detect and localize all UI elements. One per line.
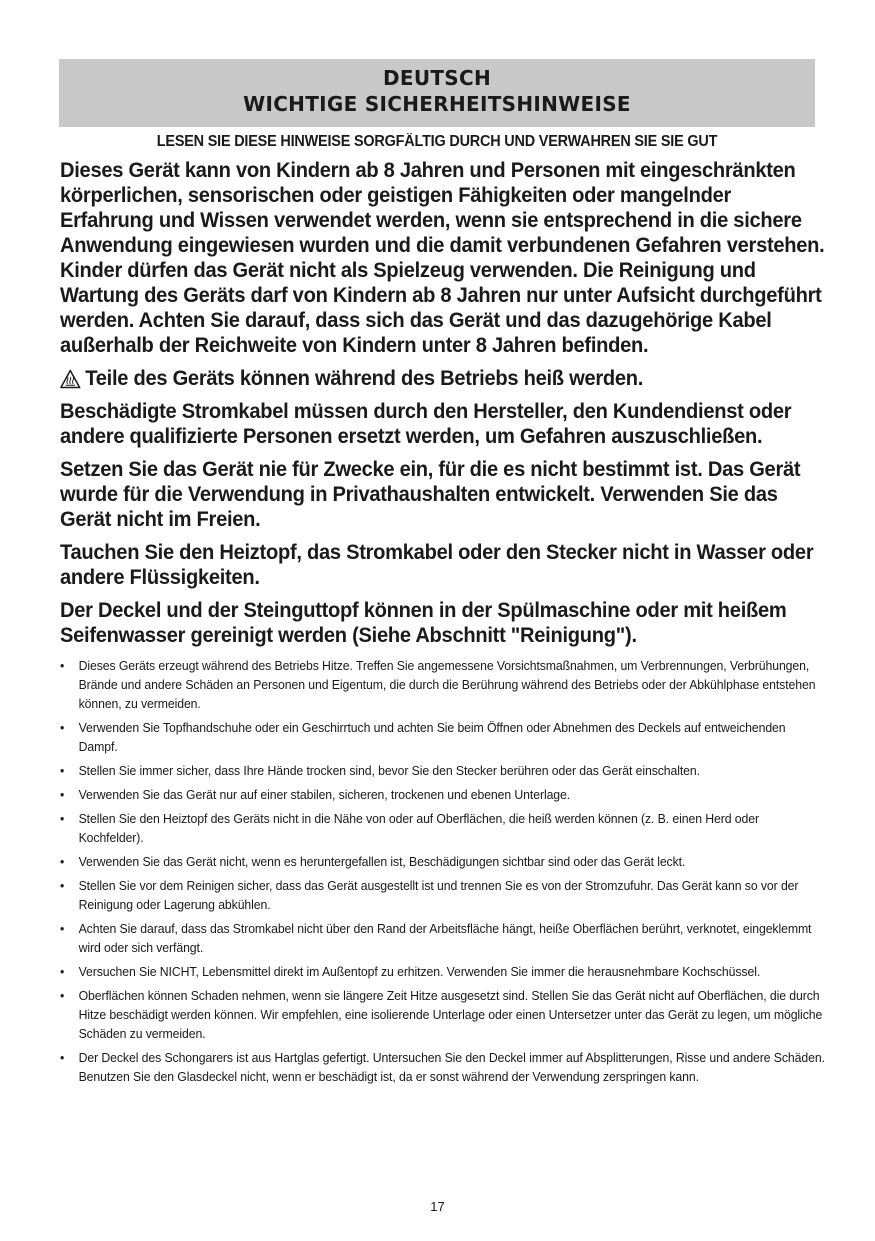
list-item: • Der Deckel des Schongarers ist aus Hartglas gefertigt. Untersuchen Sie den Deckel immer auf Absplitterungen, Risse und andere Schäden. Benutzen Sie den Glasdeckel nicht, wenn er beschädigt ist, da er sonst während der Verwendung zerspringen kann. (60, 1048, 827, 1086)
list-item: • Stellen Sie immer sicher, dass Ihre Hände trocken sind, bevor Sie den Stecker berühren oder das Gerät einschalten. (60, 761, 827, 780)
language-heading: DEUTSCH (382, 66, 492, 90)
list-item: • Stellen Sie vor dem Reinigen sicher, dass das Gerät ausgestellt ist und trennen Sie es von der Stromzufuhr. Das Gerät kann so vor der Reinigung oder Lagerung abkühlen. (60, 876, 827, 914)
safety-content (60, 158, 825, 1091)
list-item: • Verwenden Sie das Gerät nicht, wenn es heruntergefallen ist, Beschädigungen sichtbar sind oder das Gerät leckt. (60, 852, 827, 871)
list-item: • Stellen Sie den Heiztopf des Geräts nicht in die Nähe von oder auf Oberflächen, die heiß werden können (z. B. einen Herd oder Kochfelder). (60, 809, 827, 847)
damaged-cable-paragraph: Beschädigte Stromkabel müssen durch den Hersteller, den Kundendienst oder andere qualifizierte Personen ersetzt werden, um Gefahren auszuschließen. (60, 399, 792, 448)
page-number: 17 (430, 1199, 445, 1214)
section-header-band (59, 59, 815, 127)
list-item: • Versuchen Sie NICHT, Lebensmittel direkt im Außentopf zu erhitzen. Verwenden Sie immer die herausnehmbare Kochschüssel. (60, 962, 827, 981)
intended-use-paragraph: Setzen Sie das Gerät nie für Zwecke ein, für die es nicht bestimmt ist. Das Gerät wurde für die Verwendung in Privathaushalten entwickelt. Verwenden Sie das Gerät nicht im Freien. (60, 457, 801, 531)
hot-parts-warning (60, 366, 827, 391)
list-item: • Achten Sie darauf, dass das Stromkabel nicht über den Rand der Arbeitsfläche hängt, heiße Oberflächen berührt, verknotet, eingeklemmt wird oder sich verfängt. (60, 919, 827, 957)
children-safety-paragraph: Dieses Gerät kann von Kindern ab 8 Jahren und Personen mit eingeschränkten körperlichen, sensorischen oder geistigen Fähigkeiten oder mangelnder Erfahrung und Wissen verwendet werden, wenn sie entsprechend in die sichere Anwendung eingewiesen wurden und die damit verbundenen Gefahren verstehen. Kinder dürfen das Gerät nicht als Spielzeug verwenden. Die Reinigung und Wartung des Geräts darf von Kindern ab 8 Jahren nur unter Aufsicht durchgeführt werden. Achten Sie darauf, dass sich das Gerät und das dazugehörige Kabel außerhalb der Reichweite von Kindern unter 8 Jahren befinden. (60, 158, 825, 357)
hot-parts-warning-text: Teile des Geräts können während des Betriebs heiß werden. (85, 366, 644, 390)
list-item: • Dieses Geräts erzeugt während des Betriebs Hitze. Treffen Sie angemessene Vorsichtsmaßnahmen, um Verbrennungen, Verbrühungen, Brände und andere Schäden an Personen und Eigentum, die durch die Berührung während des Betriebs oder der Abkühlphase entstehen können, zu vermeiden. (60, 656, 827, 713)
list-item: • Verwenden Sie das Gerät nur auf einer stabilen, sicheren, trockenen und ebenen Unterlage. (60, 785, 827, 804)
hot-surface-warning-icon (60, 369, 81, 389)
read-instructions-subtitle: LESEN SIE DIESE HINWEISE SORGFÄLTIG DURCH UND VERWAHREN SIE SIE GUT (156, 133, 718, 150)
no-immersion-paragraph: Tauchen Sie den Heiztopf, das Stromkabel oder den Stecker nicht in Wasser oder andere Flüssigkeiten. (60, 540, 814, 589)
cleaning-paragraph: Der Deckel und der Steinguttopf können in der Spülmaschine oder mit heißem Seifenwasser gereinigt werden (Siehe Abschnitt "Reinigung"). (60, 598, 787, 647)
safety-bullet-list (60, 656, 825, 1086)
page-title: WICHTIGE SICHERHEITSHINWEISE (243, 92, 631, 116)
list-item: • Verwenden Sie Topfhandschuhe oder ein Geschirrtuch und achten Sie beim Öffnen oder Abnehmen des Deckels auf entweichenden Dampf. (60, 718, 827, 756)
list-item: • Oberflächen können Schaden nehmen, wenn sie längere Zeit Hitze ausgesetzt sind. Stellen Sie das Gerät nicht auf Oberflächen, die durch Hitze beschädigt werden können. Wir empfehlen, eine isolierende Unterlage oder einen Untersetzer unter das Gerät zu legen, um mögliche Schäden zu vermeiden. (60, 986, 827, 1043)
